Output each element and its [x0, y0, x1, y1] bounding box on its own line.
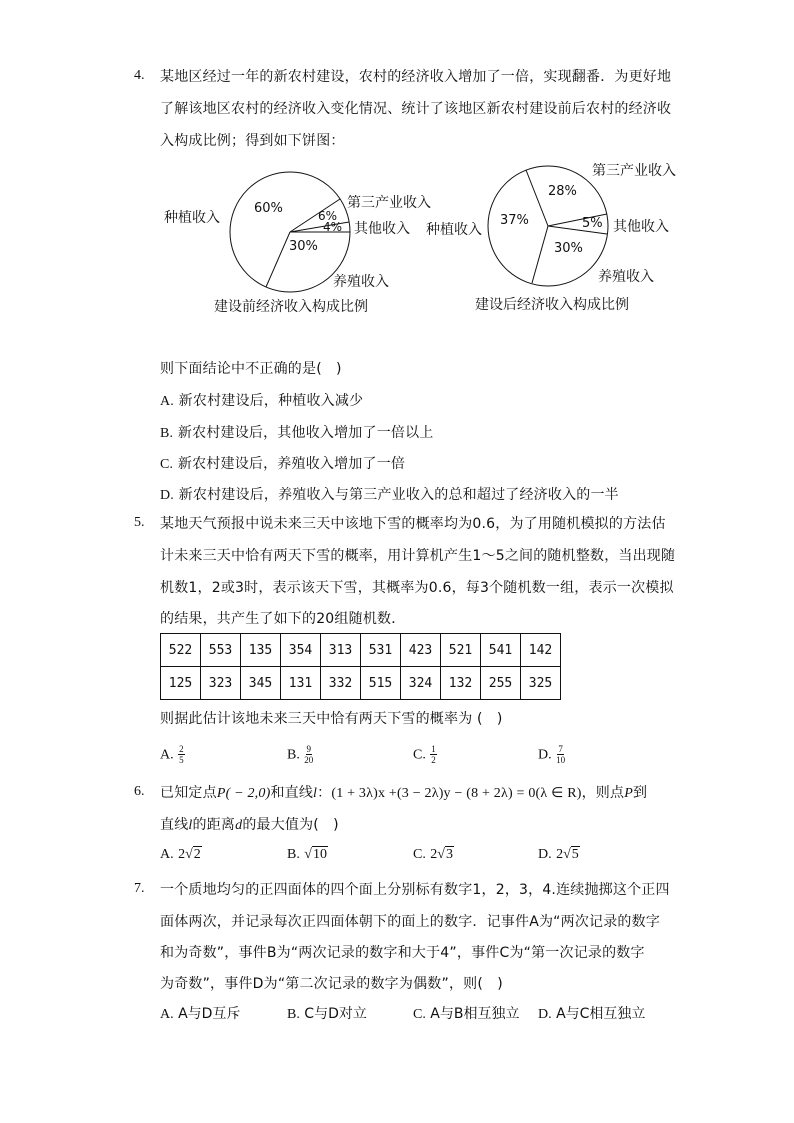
option-d[interactable] [538, 744, 565, 765]
option-c[interactable] [413, 846, 454, 863]
math-point: P( − 2,0) [216, 786, 271, 801]
table-cell: 324 [401, 667, 441, 700]
pie-pct-planting: 60% [254, 201, 283, 216]
pie-label-other: 其他收入 [354, 221, 410, 237]
fraction: $\frac{9}{20}$ [304, 744, 314, 765]
pie-label-breeding: 养殖收入 [598, 269, 654, 285]
pie-title-before: 建设前经济收入构成比例 [214, 299, 368, 315]
option-d[interactable] [538, 846, 580, 863]
sqrt-expression: 2√5 [556, 847, 579, 862]
table-cell: 313 [321, 634, 361, 667]
table-cell: 423 [401, 634, 441, 667]
option-b[interactable] [287, 846, 328, 863]
math-equation: ：(1 + 3λ)x +(3 − 2λ)y − (8 + 2λ) = 0(λ ∈ R) [317, 786, 582, 801]
option-letter: B. [287, 747, 300, 763]
table-cell: 541 [481, 634, 521, 667]
option-text: A与C相互独立 [556, 1006, 646, 1022]
option-c[interactable] [160, 453, 405, 473]
option-letter: C. [160, 457, 174, 472]
option-letter: D. [538, 747, 552, 763]
option-letter: C. [413, 1007, 426, 1022]
fraction: $\frac{7}{10}$ [556, 744, 566, 765]
table-cell: 531 [361, 634, 401, 667]
math-var: d [235, 818, 243, 833]
question-number: 6. [134, 784, 145, 799]
text: 到 [632, 785, 648, 801]
option-c[interactable] [413, 1003, 519, 1023]
question-text-line [160, 814, 339, 834]
option-a[interactable] [160, 846, 202, 863]
pie-pct-other: 5% [582, 216, 603, 231]
table-cell: 553 [201, 634, 241, 667]
table-cell: 255 [481, 667, 521, 700]
pie-pct-planting: 37% [500, 213, 529, 228]
option-text: A与B相互独立 [430, 1006, 520, 1022]
option-letter: B. [160, 426, 174, 441]
random-numbers-table [160, 633, 561, 700]
option-text: C与D对立 [304, 1006, 367, 1022]
pie-title-after: 建设后经济收入构成比例 [475, 297, 629, 313]
question-text-line: 一个质地均匀的正四面体的四个面上分别标有数字1，2，3，4.连续抛掷这个正四 [160, 882, 670, 898]
table-cell: 142 [521, 634, 561, 667]
question-text-line: 入构成比例；得到如下饼图： [160, 133, 345, 149]
pie-label-other: 其他收入 [613, 219, 669, 235]
question-text-line [160, 782, 647, 802]
math-var: l [313, 786, 318, 801]
text: 和直线 [270, 785, 314, 801]
option-text: 新农村建设后，养殖收入与第三产业收入的总和超过了经济收入的一半 [178, 487, 619, 503]
option-text: 新农村建设后，其他收入增加了一倍以上 [177, 425, 434, 441]
pie-label-breeding: 养殖收入 [333, 274, 389, 290]
text: 直线 [160, 817, 189, 833]
pie-pct-tertiary: 6% [318, 209, 338, 223]
question-text-line: 某地天气预报中说未来三天中该地下雪的概率均为0.6，为了用随机模拟的方法估 [160, 516, 666, 532]
text: ，则点 [581, 785, 625, 801]
fraction: $\frac{1}{2}$ [431, 744, 436, 765]
option-letter: A. [160, 847, 174, 862]
table-cell: 522 [161, 634, 201, 667]
pie-label-planting: 种植收入 [164, 210, 220, 226]
table-cell: 131 [281, 667, 321, 700]
option-letter: A. [160, 394, 175, 409]
question-text-line: 计未来三天中恰有两天下雪的概率，用计算机产生1～5之间的随机整数，当出现随 [160, 548, 676, 564]
sqrt-expression: √10 [304, 847, 327, 862]
option-letter: D. [538, 1007, 552, 1022]
option-b[interactable] [287, 744, 313, 765]
option-letter: B. [287, 1007, 300, 1022]
table-cell: 515 [361, 667, 401, 700]
option-letter: C. [413, 847, 426, 862]
option-a[interactable] [160, 744, 185, 765]
question-text-line: 了解该地区农村的经济收入变化情况、统计了该地区新农村建设前后农村的经济收 [160, 101, 672, 117]
pie-label-planting: 种植收入 [426, 222, 482, 238]
table-cell: 135 [241, 634, 281, 667]
option-text: A与D互斥 [178, 1006, 241, 1022]
pie-pct-breeding: 30% [554, 241, 583, 256]
option-d[interactable] [538, 1003, 645, 1023]
option-text: 新农村建设后，养殖收入增加了一倍 [177, 456, 406, 472]
option-letter: D. [538, 847, 552, 862]
sqrt-expression: 2√3 [430, 847, 453, 862]
question-text-line: 机数1，2或3时，表示该天下雪，其概率为0.6，每3个随机数一组，表示一次模拟 [160, 580, 674, 596]
table-row [161, 667, 561, 700]
table-cell: 325 [521, 667, 561, 700]
question-text-line: 某地区经过一年的新农村建设，农村的经济收入增加了一倍，实现翻番．为更好地 [160, 69, 672, 85]
table-cell: 354 [281, 634, 321, 667]
table-cell: 132 [441, 667, 481, 700]
option-text: 新农村建设后，种植收入减少 [178, 393, 364, 409]
question-text-line: 的结果，共产生了如下的20组随机数． [160, 611, 406, 627]
option-a[interactable] [160, 390, 363, 410]
pie-pct-tertiary: 28% [548, 184, 577, 199]
option-letter: A. [160, 1007, 174, 1022]
table-cell: 345 [241, 667, 281, 700]
pie-pct-other: 4% [323, 220, 343, 234]
table-cell: 521 [441, 634, 481, 667]
table-cell: 125 [161, 667, 201, 700]
option-a[interactable] [160, 1003, 240, 1023]
pie-label-tertiary: 第三产业收入 [347, 195, 431, 211]
question-number: 4. [134, 68, 145, 83]
question-number: 5. [134, 515, 145, 530]
question-text-line: 为奇数”，事件D为“第二次记录的数字为偶数”，则( ) [160, 976, 503, 992]
option-b[interactable] [287, 1003, 367, 1023]
question-prompt: 则下面结论中不正确的是( ) [160, 361, 342, 377]
option-b[interactable] [160, 422, 434, 442]
pie-label-tertiary: 第三产业收入 [592, 163, 676, 179]
option-letter: A. [160, 747, 174, 763]
pie-pct-breeding: 30% [289, 239, 318, 254]
question-text-line: 面体两次，并记录每次正四面体朝下的面上的数字．记事件A为“两次记录的数字 [160, 914, 661, 930]
option-letter: C. [413, 747, 426, 763]
math-var: l [188, 818, 193, 833]
text: 的距离 [192, 817, 236, 833]
text: 的最大值为( ) [242, 817, 339, 833]
option-letter: B. [287, 847, 300, 862]
option-d[interactable] [160, 484, 619, 504]
fraction: $\frac{2}{5}$ [179, 744, 184, 765]
option-c[interactable] [413, 744, 437, 765]
sqrt-expression: 2√2 [178, 847, 201, 862]
table-cell: 332 [321, 667, 361, 700]
question-number: 7. [134, 881, 145, 896]
table-row [161, 634, 561, 667]
table-cell: 323 [201, 667, 241, 700]
question-prompt: 则据此估计该地未来三天中恰有两天下雪的概率为 ( ) [160, 711, 503, 727]
option-letter: D. [160, 488, 175, 503]
math-var: P [624, 786, 633, 801]
text: 已知定点 [160, 785, 217, 801]
question-text-line: 和为奇数”，事件B为“两次记录的数字和大于4”，事件C为“第一次记录的数字 [160, 945, 645, 961]
